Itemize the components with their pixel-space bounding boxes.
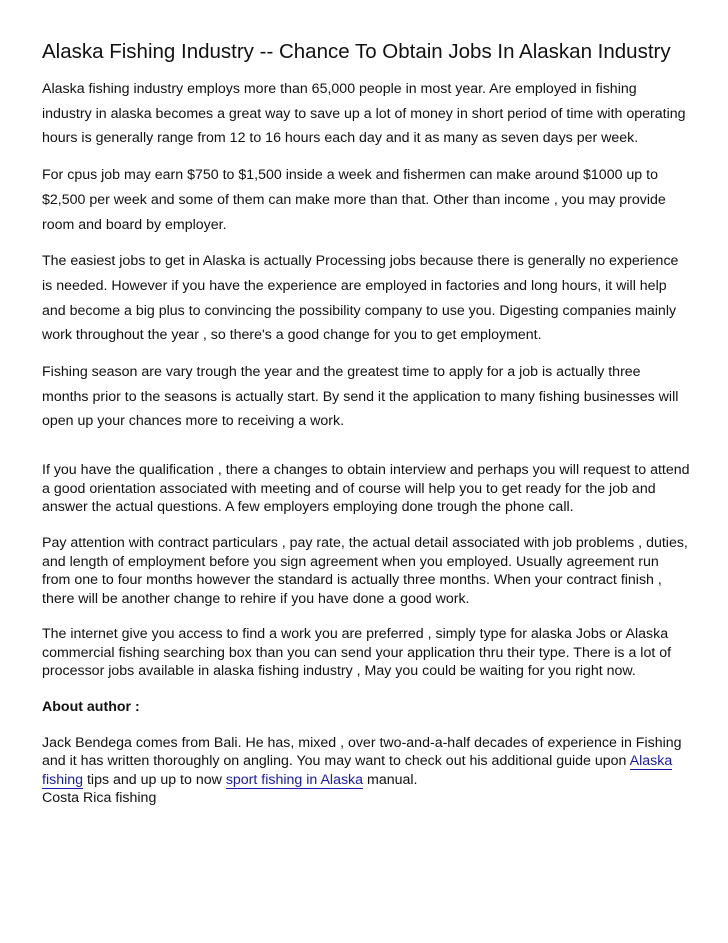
paragraph-internet: The internet give you access to find a work you are preferred , simply type for alaska Jobs or Alaska commercial fishing searching box than you can send your application thru their type. There is a lot of processor jobs available in alaska fishing industry , May you could be waiting for you right now. [42, 626, 672, 680]
sport-fishing-link[interactable]: sport fishing in Alaska [225, 771, 364, 788]
author-bio-intro: Jack Bendega comes from Bali. He has, mixed , over two-and-a-half decades of experience in Fishing and it has written thoroughly on angling. You may want to check out his additional guide upon [42, 734, 682, 770]
paragraph-fishing-season: Fishing season are vary trough the year and the greatest time to apply for a job is actually three months prior to the seasons is actually start. By send it the application to many fishing businesses will open up your chances more to receiving a work. [42, 364, 679, 430]
document-title: Alaska Fishing Industry -- Chance To Obtain Jobs In Alaskan Industry [42, 40, 671, 63]
author-last-line: Costa Rica fishing [42, 790, 157, 807]
author-bio-end: manual. [367, 771, 418, 788]
author-bio-mid: tips and up up to now [86, 771, 222, 788]
paragraph-contract: Pay attention with contract particulars , pay rate, the actual detail associated with job problems , duties, and length of employment before you sign agreement when you employed. Usually agreement run from one to four months however the standard is actually three months. When your contract finish , there will be another change to rehire if you have done a good work. [42, 534, 688, 607]
paragraph-intro: Alaska fishing industry employs more than 65,000 people in most year. Are employed in fishing industry in alaska becomes a great way to save up a lot of money in short period of time with operating hours is generally range from 12 to 16 hours each day and it as many as seven days per week. [42, 81, 686, 147]
paragraph-processing-jobs: The easiest jobs to get in Alaska is actually Processing jobs because there is generally no experience is needed. However if you have the experience are employed in factories and long hours, it will help and become a big plus to convincing the possibility company to use you. Digesting companies mainly work throughout the year , so there's a good change for you to get employment. [42, 253, 679, 344]
alaska-fishing-link[interactable]: Alaska fishing [42, 753, 673, 788]
paragraph-qualification: If you have the qualification , there a changes to obtain interview and perhaps you will request to attend a good orientation associated with meeting and of course will help you to get ready for the job and answer the actual questions. A few employers employing done trough the phone call. [42, 462, 690, 516]
about-author-heading: About author : [42, 699, 140, 716]
paragraph-earnings: For cpus job may earn $750 to $1,500 inside a week and fishermen can make around $1000 up to $2,500 per week and some of them can make more than that. Other than income , you may provide room and board by employer. [42, 167, 666, 233]
document-page [42, 40, 690, 808]
author-bio [42, 734, 690, 790]
